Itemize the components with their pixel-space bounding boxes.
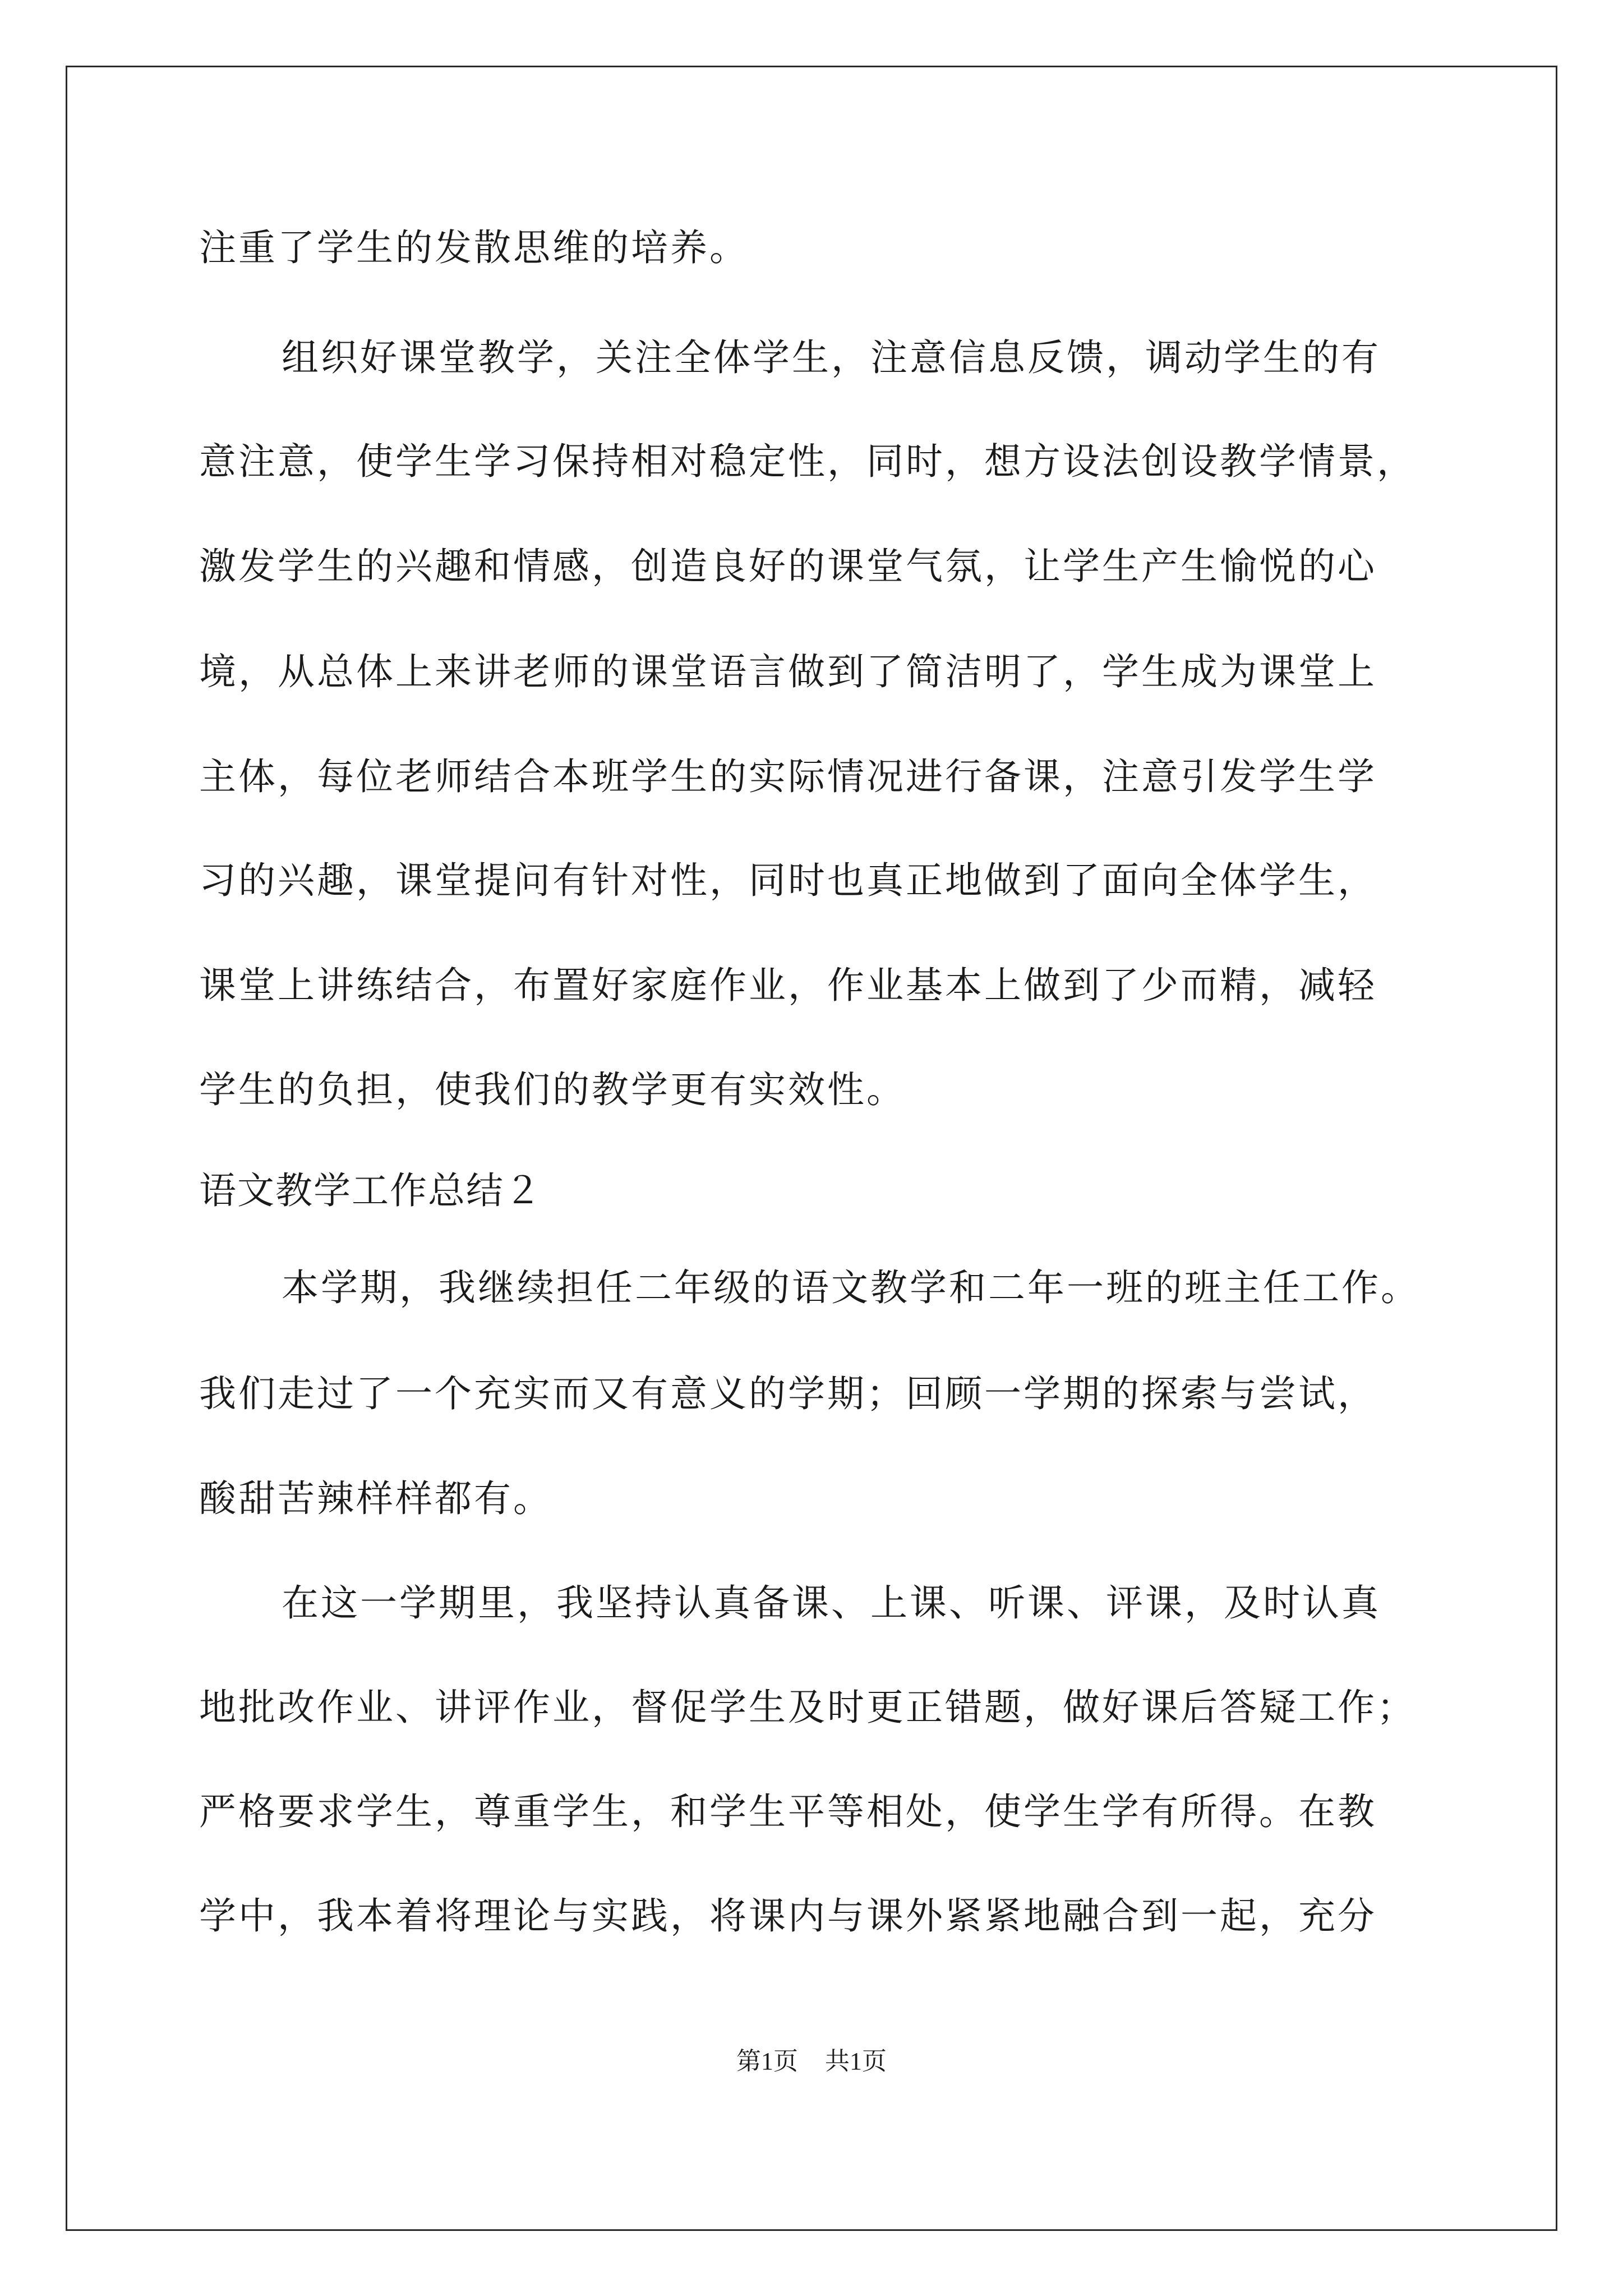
text-line: 意注意，使学生学习保持相对稳定性，同时，想方设法创设教学情景， — [199, 440, 1416, 483]
section-heading: 语文教学工作总结２ — [199, 1169, 542, 1212]
paragraph-first-line: 组织好课堂教学，关注全体学生，注意信息反馈，调动学生的有 — [282, 336, 1381, 379]
text-line: 主体，每位老师结合本班学生的实际情况进行备课，注意引发学生学 — [199, 755, 1377, 798]
text-line: 学中，我本着将理论与实践，将课内与课外紧紧地融合到一起，充分 — [199, 1894, 1377, 1938]
text-line: 习的兴趣，课堂提问有针对性，同时也真正地做到了面向全体学生， — [199, 859, 1377, 902]
paragraph-first-line: 在这一学期里，我坚持认真备课、上课、听课、评课，及时认真 — [282, 1581, 1381, 1625]
text-line: 地批改作业、讲评作业，督促学生及时更正错题，做好课后答疑工作； — [199, 1686, 1416, 1729]
page-number: 第1页 — [736, 2047, 798, 2075]
text-line: 学生的负担，使我们的教学更有实效性。 — [199, 1068, 906, 1111]
page-total: 共1页 — [825, 2047, 887, 2075]
text-line: 注重了学生的发散思维的培养。 — [199, 226, 749, 269]
paragraph-first-line: 本学期，我继续担任二年级的语文教学和二年一班的班主任工作。 — [282, 1266, 1420, 1309]
text-line: 境，从总体上来讲老师的课堂语言做到了简洁明了，学生成为课堂上 — [199, 650, 1377, 693]
text-line: 酸甜苦辣样样都有。 — [199, 1477, 552, 1520]
text-line: 激发学生的兴趣和情感，创造良好的课堂气氛，让学生产生愉悦的心 — [199, 545, 1377, 588]
text-line: 课堂上讲练结合，布置好家庭作业，作业基本上做到了少而精，减轻 — [199, 964, 1377, 1007]
text-line: 我们走过了一个充实而又有意义的学期；回顾一学期的探索与尝试， — [199, 1372, 1377, 1415]
text-line: 严格要求学生，尊重学生，和学生平等相处，使学生学有所得。在教 — [199, 1790, 1377, 1833]
page-footer — [0, 2045, 1623, 2078]
